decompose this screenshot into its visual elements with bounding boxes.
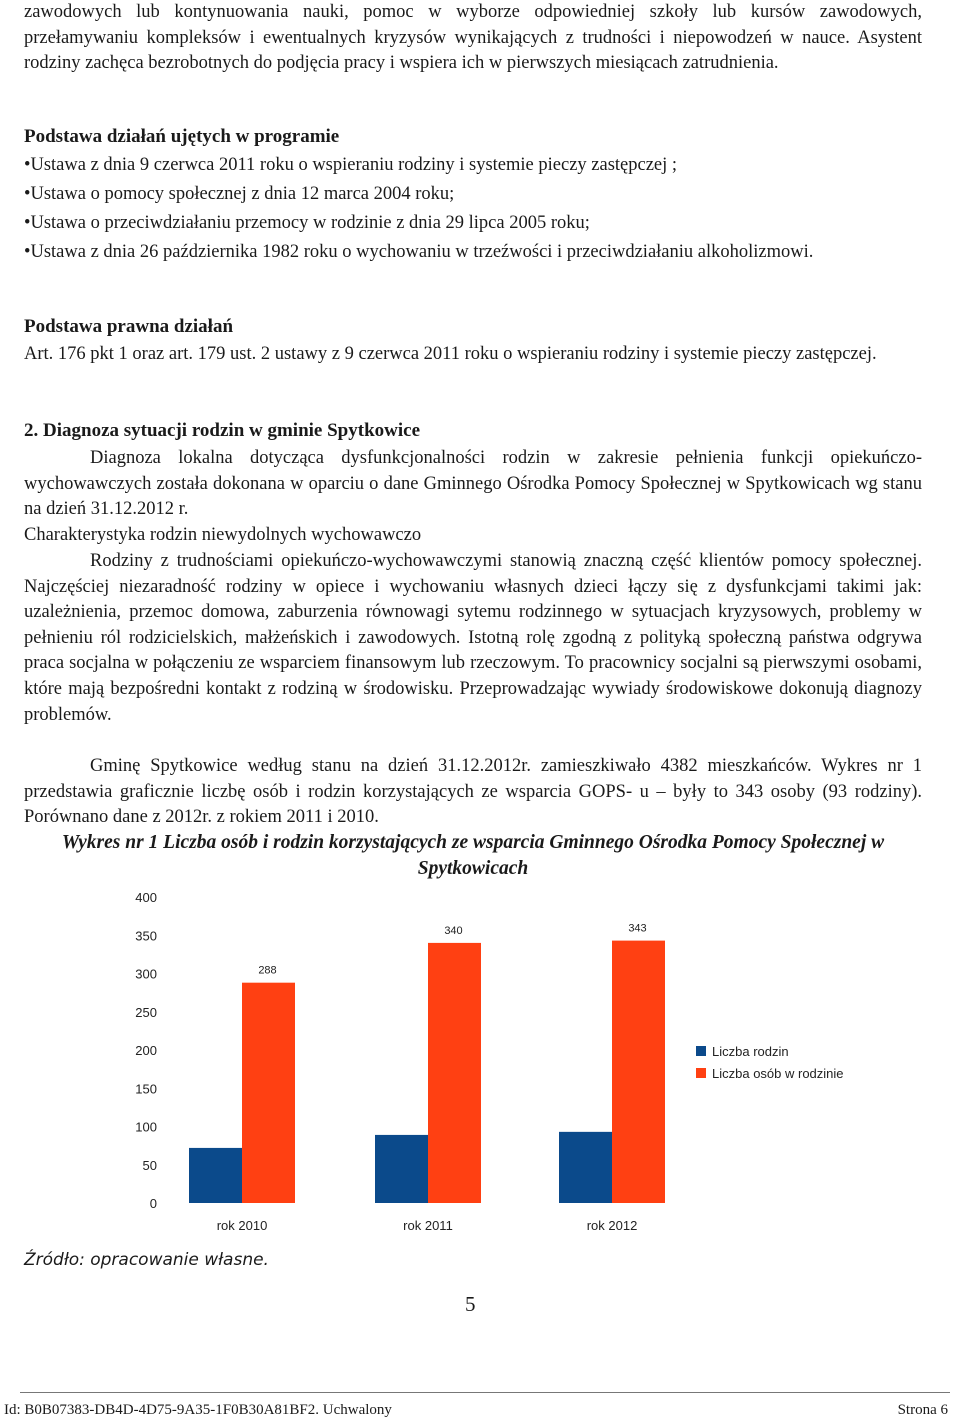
y-tick-label: 400 (135, 890, 157, 905)
y-tick-label: 100 (135, 1119, 157, 1135)
x-category-label: rok 2010 (216, 1218, 268, 1233)
footer-document-id: Id: B0B07383-DB4D-4D75-9A35-1F0B30A81BF2. Uchwalony (4, 1402, 392, 1418)
source-note: Źródło: opracowanie własne. (24, 1250, 269, 1270)
basis-item-4: •Ustawa z dnia 26 października 1982 roku o wychowaniu w trzeźwości i przeciwdziałaniu alkoholizmowi. (24, 242, 814, 262)
chart-title: Wykres nr 1 Liczba osób i rodzin korzystających ze wsparcia Gminnego Ośrodka Pomocy Społecznej w Spytkowicach (61, 832, 885, 879)
section2-heading: 2. Diagnoza sytuacji rodzin w gminie Spytkowice (24, 420, 421, 441)
bar-persons (428, 943, 481, 1203)
basis-item-2: •Ustawa o pomocy społecznej z dnia 12 marca 2004 roku; (24, 184, 455, 204)
bar-chart (0, 880, 960, 1233)
x-category-label: rok 2012 (586, 1218, 638, 1233)
legend-label: Liczba rodzin (712, 1044, 789, 1059)
bar-families (375, 1135, 428, 1203)
bar-families (559, 1132, 612, 1203)
y-tick-label: 0 (149, 1196, 157, 1211)
y-tick-label: 150 (135, 1081, 157, 1097)
x-category-label: rok 2011 (403, 1218, 453, 1233)
basis-item-1: •Ustawa z dnia 9 czerwca 2011 roku o wspieraniu rodziny i systemie pieczy zastępczej ; (24, 155, 678, 175)
y-tick-label: 300 (135, 966, 157, 982)
legal-basis-heading: Podstawa prawna działań (24, 316, 234, 337)
legend-swatch (696, 1068, 706, 1078)
y-tick-label: 250 (135, 1004, 157, 1020)
legend-swatch (696, 1046, 706, 1056)
page-number: 5 (465, 1292, 476, 1316)
data-label: 288 (258, 964, 277, 977)
population-paragraph: Gminę Spytkowice według stanu na dzień 31.12.2012r. zamieszkiwało 4382 mieszkańców. Wykres nr 1 przedstawia graficznie liczbę osób i rodzin korzystających ze wsparcia GOPS- u – były to 343 osoby (93 rodziny). Porównano dane z 2012r. z rokiem 2011 i 2010. (24, 756, 922, 828)
basis-item-3: •Ustawa o przeciwdziałaniu przemocy w rodzinie z dnia 29 lipca 2005 roku; (24, 213, 590, 233)
data-label: 340 (444, 924, 463, 937)
footer-page-label: Strona 6 (897, 1402, 948, 1418)
bar-persons (242, 983, 295, 1203)
diagnosis-paragraph: Diagnoza lokalna dotycząca dysfunkcjonalności rodzin w zakresie pełnienia funkcji opiekuńczo- wychowawczych została dokonana w oparciu o dane Gminnego Ośrodka Pomocy Społecznej w Spytkowicach wg stanu na dzień 31.12.2012 r. (24, 448, 922, 520)
footer-divider (20, 1392, 950, 1393)
legend-label: Liczba osób w rodzinie (712, 1066, 844, 1081)
characteristics-subheading: Charakterystyka rodzin niewydolnych wychowawczo (24, 525, 422, 545)
legal-basis-text: Art. 176 pkt 1 oraz art. 179 ust. 2 ustawy z 9 czerwca 2011 roku o wspieraniu rodziny i systemie pieczy zastępczej. (24, 344, 877, 364)
basis-program-heading: Podstawa działań ujętych w programie (24, 126, 340, 147)
bar-families (189, 1148, 242, 1203)
families-paragraph: Rodziny z trudnościami opiekuńczo-wychowawczymi stanowią znaczną część klientów pomocy społecznej. Najczęściej niezaradność rodziny w opiece i wychowaniu własnych dzieci łączy się z dysfunkcjami takimi jak: uzależnienia, przemoc domowa, zaburzenia równowagi sytemu rodzinnego w sytuacjach kryzysowych, problemy w pełnieniu ról rodzicielskich, małżeńskich i zawodowych. Istotną rolę zgodną z polityką społeczną państwa odgrywa praca socjalna w połączeniu ze wsparciem finansowym lub rzeczowym. To pracownicy socjalni są pierwszymi osobami, które mają bezpośredni kontakt z rodziną w środowisku. Przeprowadzając wywiady środowiskowe dokonują diagnozy problemów. (24, 551, 922, 725)
intro-paragraph: zawodowych lub kontynuowania nauki, pomoc w wyborze odpowiedniej szkoły lub kursów zawodowych, przełamywaniu kompleksów i ewentualnych kryzysów wynikających z trudności i niepowodzeń w nauce. Asystent rodziny zachęca bezrobotnych do podjęcia pracy i wspiera ich w pierwszych miesiącach zatrudnienia. (24, 2, 922, 74)
data-label: 343 (628, 922, 647, 935)
y-tick-label: 350 (135, 928, 157, 944)
y-tick-label: 200 (135, 1043, 157, 1058)
y-tick-label: 50 (142, 1157, 157, 1173)
bar-persons (612, 941, 665, 1203)
